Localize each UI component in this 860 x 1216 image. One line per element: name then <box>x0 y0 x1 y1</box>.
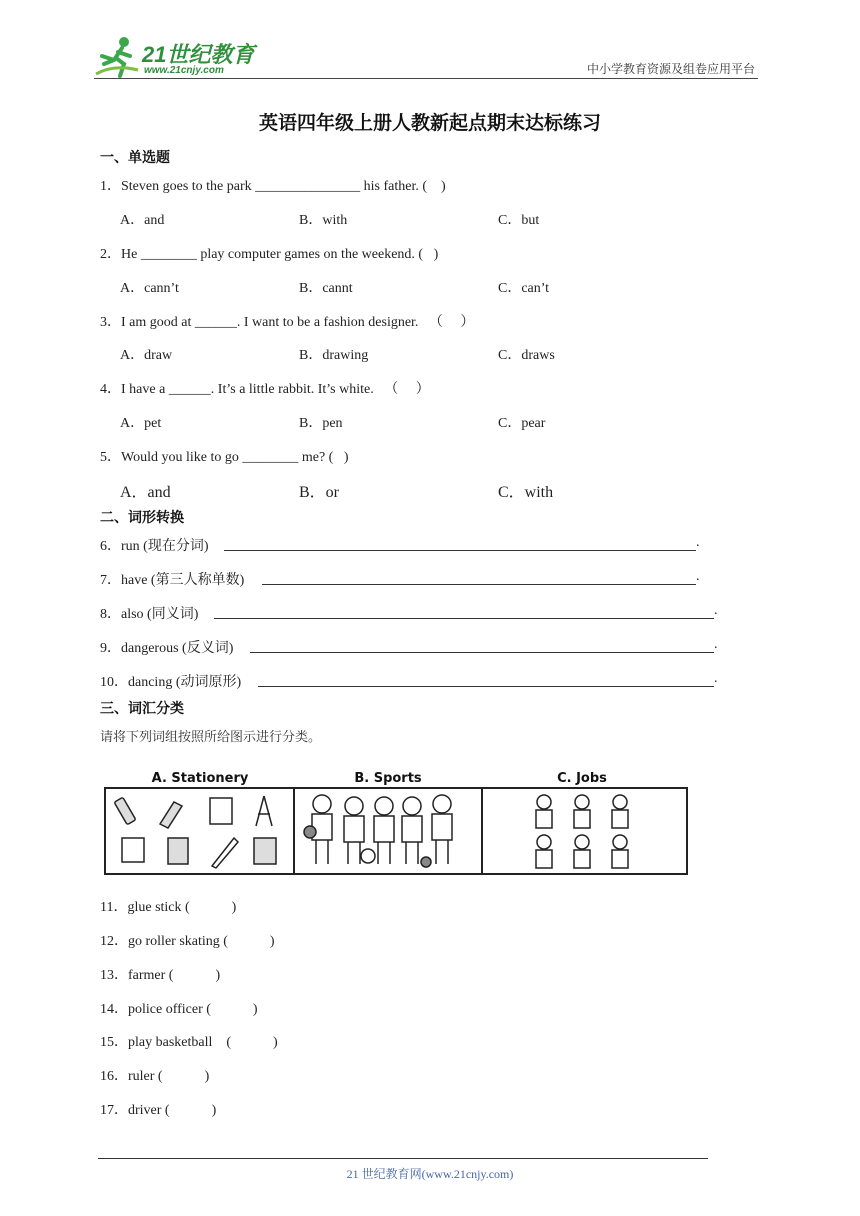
classify-item-11: 11．glue stick ( ) <box>100 900 237 915</box>
question-2: 2．He ________ play computer games on the weekend. ( ) <box>100 247 439 262</box>
period: . <box>714 603 718 618</box>
question-1: 1．Steven goes to the park _______________ his father. ( ) <box>100 179 446 194</box>
option-b: B．pen <box>299 416 343 431</box>
option-c: C．can’t <box>498 281 550 296</box>
answer-line[interactable] <box>262 584 696 585</box>
logo-url: www.21cnjy.com <box>144 65 224 76</box>
classify-item-15: 15．play basketball ( ) <box>100 1035 278 1050</box>
runner-logo-icon <box>94 34 144 80</box>
classify-item-17: 17．driver ( ) <box>100 1103 217 1118</box>
book-icon <box>254 838 276 864</box>
classify-item-14: 14．police officer ( ) <box>100 1002 258 1017</box>
page-title: 英语四年级上册人教新起点期末达标练习 <box>258 112 601 134</box>
period: . <box>696 569 700 584</box>
option-c: C．pear <box>498 416 546 431</box>
logo-text: 21世纪教育 <box>142 42 255 67</box>
option-c: C．but <box>498 213 540 228</box>
period: . <box>714 637 718 652</box>
section-heading-vocabulary: 三、词汇分类 <box>100 701 184 717</box>
classify-item-16: 16．ruler ( ) <box>100 1069 210 1084</box>
question-5: 5．Would you like to go ________ me? ( ) <box>100 450 349 465</box>
answer-line[interactable] <box>250 652 714 653</box>
option-a: A．and <box>120 213 165 228</box>
site-logo <box>94 34 264 80</box>
notepad-icon <box>210 798 232 824</box>
jobs-icons <box>536 795 628 868</box>
word-form-item-7: 7．have (第三人称单数) <box>100 573 245 588</box>
option-a: A．draw <box>120 348 173 363</box>
option-b: B．with <box>299 213 348 228</box>
period: . <box>714 671 718 686</box>
figure-label-sports: B. Sports <box>354 771 422 786</box>
stationery-icons <box>114 796 276 868</box>
footer-divider <box>98 1158 708 1159</box>
sticky-note-icon <box>122 838 144 862</box>
answer-line[interactable] <box>224 550 696 551</box>
question-4: 4．I have a ______. It’s a little rabbit. It’s white. （ ） <box>100 382 430 397</box>
figure-frame <box>105 788 687 874</box>
sports-icons <box>304 795 452 867</box>
pen-icon <box>212 838 238 868</box>
header-platform-text: 中小学教育资源及组卷应用平台 <box>586 62 755 76</box>
option-c: C．draws <box>498 348 555 363</box>
footer-text[interactable]: 21 世纪教育网(www.21cnjy.com) <box>346 1167 514 1181</box>
option-b: B．drawing <box>299 348 369 363</box>
section-heading-single-choice: 一、单选题 <box>100 150 170 166</box>
option-b: B．cannt <box>299 281 353 296</box>
option-c: C．with <box>498 484 554 501</box>
classification-figure <box>104 766 688 876</box>
option-b: B．or <box>299 484 340 501</box>
option-a: A．pet <box>120 416 162 431</box>
figure-label-jobs: C. Jobs <box>557 771 607 786</box>
word-form-item-9: 9．dangerous (反义词) <box>100 641 234 656</box>
classify-item-13: 13．farmer ( ) <box>100 968 221 983</box>
word-form-item-6: 6．run (现在分词) <box>100 539 209 554</box>
compass-icon <box>256 796 272 826</box>
classify-item-12: 12．go roller skating ( ) <box>100 934 275 949</box>
answer-line[interactable] <box>258 686 714 687</box>
option-a: A．and <box>120 484 171 501</box>
word-form-item-10: 10．dancing (动词原形) <box>100 675 242 690</box>
glue-stick-icon <box>114 797 136 825</box>
word-form-item-8: 8．also (同义词) <box>100 607 199 622</box>
answer-line[interactable] <box>214 618 714 619</box>
bag-icon <box>168 838 188 864</box>
header-divider <box>94 78 758 79</box>
option-a: A．cann’t <box>120 281 179 296</box>
glue-tube-icon <box>160 802 182 828</box>
section-heading-word-forms: 二、词形转换 <box>100 510 184 526</box>
instruction-text: 请将下列词组按照所给图示进行分类。 <box>100 730 322 745</box>
question-3: 3．I am good at ______. I want to be a fashion designer. （ ） <box>100 315 475 330</box>
period: . <box>696 535 700 550</box>
figure-label-stationery: A. Stationery <box>151 771 249 786</box>
